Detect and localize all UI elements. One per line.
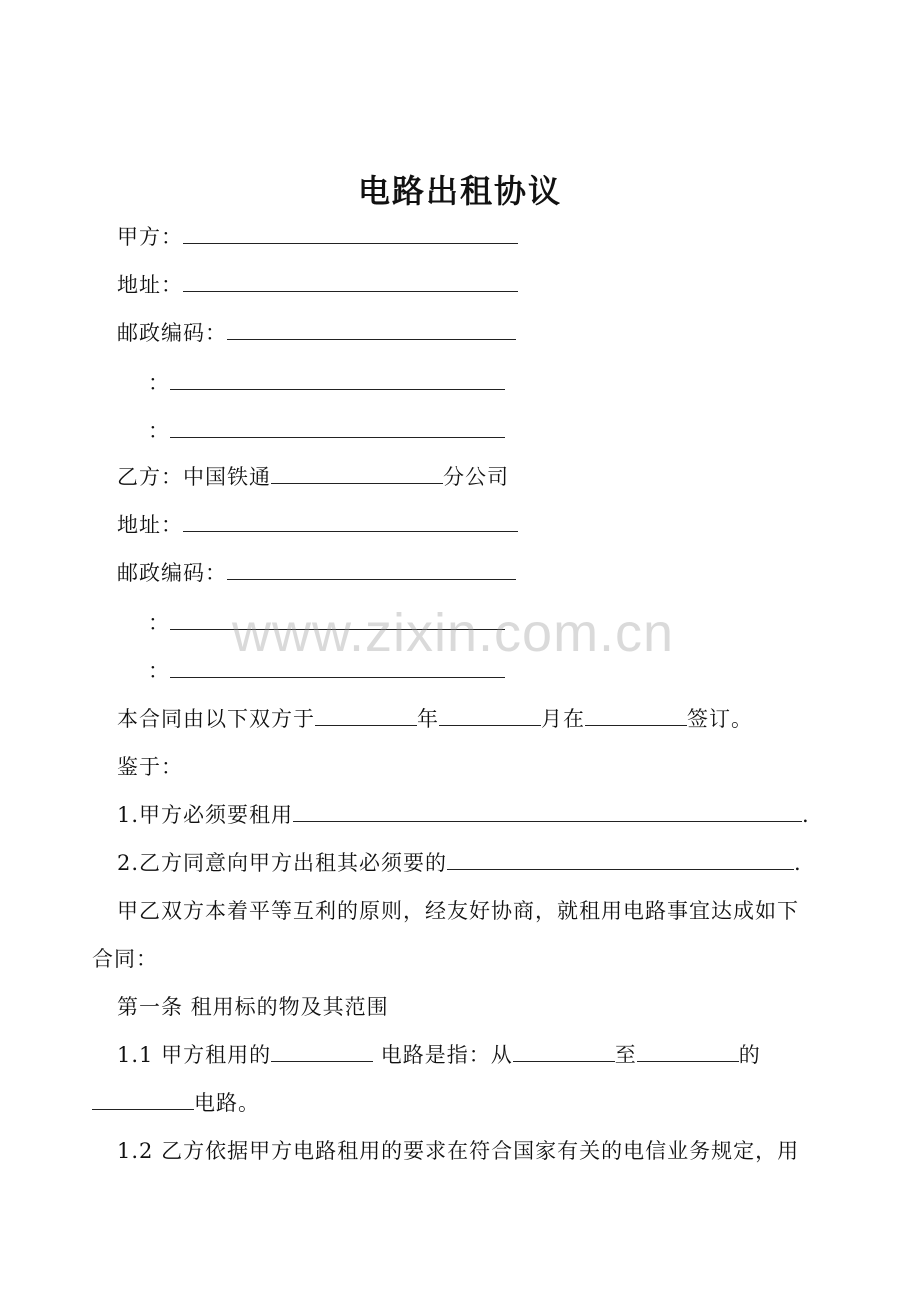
party-b-address-label: 地址： xyxy=(117,513,183,537)
party-b-postcode-blank xyxy=(227,559,516,580)
party-b-extra-blank-2 xyxy=(170,657,505,678)
signing-date-line xyxy=(117,704,753,734)
clause-1-1-text-c: 至 xyxy=(614,1043,637,1067)
intro-paragraph-line-1: 甲乙双方本着平等互利的原则，经友好协商，就租用电路事宜达成如下 xyxy=(117,899,799,923)
article-1-heading: 第一条 租用标的物及其范围 xyxy=(117,995,389,1019)
signing-year-label: 年 xyxy=(417,707,439,731)
whereas-item-2-period: . xyxy=(794,851,802,875)
party-a-postcode-label: 邮政编码： xyxy=(117,321,227,345)
whereas-heading: 鉴于： xyxy=(117,755,183,779)
clause-1-2-line-1: 1.2 乙方依据甲方电路租用的要求在符合国家有关的电信业务规定，用 xyxy=(117,1139,800,1163)
party-b-extra-line-2 xyxy=(148,656,505,686)
whereas-item-1 xyxy=(117,800,810,830)
signing-prefix: 本合同由以下双方于 xyxy=(117,707,315,731)
clause-1-1-text-b: 电路是指：从 xyxy=(373,1043,513,1067)
clause-1-1-blank-3 xyxy=(637,1041,739,1062)
whereas-item-2-blank xyxy=(447,849,794,870)
party-b-extra-line-1 xyxy=(148,608,505,638)
party-a-extra-colon-1: ： xyxy=(148,371,170,395)
party-a-extra-blank-2 xyxy=(170,417,505,438)
clause-1-1-line-1 xyxy=(117,1040,761,1070)
party-b-address-line xyxy=(117,510,518,540)
party-a-label: 甲方： xyxy=(117,225,183,249)
party-b-address-blank xyxy=(183,511,518,532)
party-a-extra-line-2 xyxy=(148,416,505,446)
signing-month-label: 月在 xyxy=(541,707,585,731)
clause-1-1-text-e: 电路。 xyxy=(194,1091,260,1115)
party-b-postcode-line xyxy=(117,558,516,588)
party-a-address-blank xyxy=(183,271,518,292)
whereas-item-2 xyxy=(117,848,802,878)
clause-1-1-blank-2 xyxy=(513,1041,615,1062)
party-a-blank xyxy=(183,223,518,244)
signing-place-blank xyxy=(585,705,687,726)
signing-suffix: 签订。 xyxy=(687,707,753,731)
document-title: 电路出租协议 xyxy=(357,172,562,210)
signing-year-blank xyxy=(315,705,417,726)
party-a-postcode-blank xyxy=(227,319,516,340)
party-a-extra-blank-1 xyxy=(170,369,505,390)
whereas-item-1-text: 1.甲方必须要租用 xyxy=(117,803,294,827)
party-b-extra-colon-2: ： xyxy=(148,659,170,683)
party-a-extra-line-1 xyxy=(148,368,505,398)
party-a-line xyxy=(117,222,518,252)
clause-1-1-blank-1 xyxy=(271,1041,373,1062)
clause-1-1-text-d: 的 xyxy=(738,1043,761,1067)
party-b-extra-blank-1 xyxy=(170,609,505,630)
party-b-branch-blank xyxy=(271,463,443,484)
party-a-postcode-line xyxy=(117,318,516,348)
clause-1-1-text-a: 1.1 甲方租用的 xyxy=(117,1043,272,1067)
clause-1-1-line-2 xyxy=(92,1088,260,1118)
whereas-item-1-period: . xyxy=(802,803,810,827)
party-b-postcode-label: 邮政编码： xyxy=(117,561,227,585)
intro-paragraph-line-2: 合同： xyxy=(92,947,158,971)
clause-1-1-blank-4 xyxy=(92,1089,194,1110)
party-a-extra-colon-2: ： xyxy=(148,419,170,443)
party-b-branch-suffix: 分公司 xyxy=(443,465,509,489)
signing-month-blank xyxy=(439,705,541,726)
party-b-line xyxy=(117,462,509,492)
party-b-label: 乙方：中国铁通 xyxy=(117,465,271,489)
party-b-extra-colon-1: ： xyxy=(148,611,170,635)
whereas-item-2-text: 2.乙方同意向甲方出租其必须要的 xyxy=(117,851,448,875)
whereas-item-1-blank xyxy=(293,801,802,822)
party-a-address-line xyxy=(117,270,518,300)
watermark-text: www.zixin.com.cn xyxy=(232,603,675,663)
party-a-address-label: 地址： xyxy=(117,273,183,297)
